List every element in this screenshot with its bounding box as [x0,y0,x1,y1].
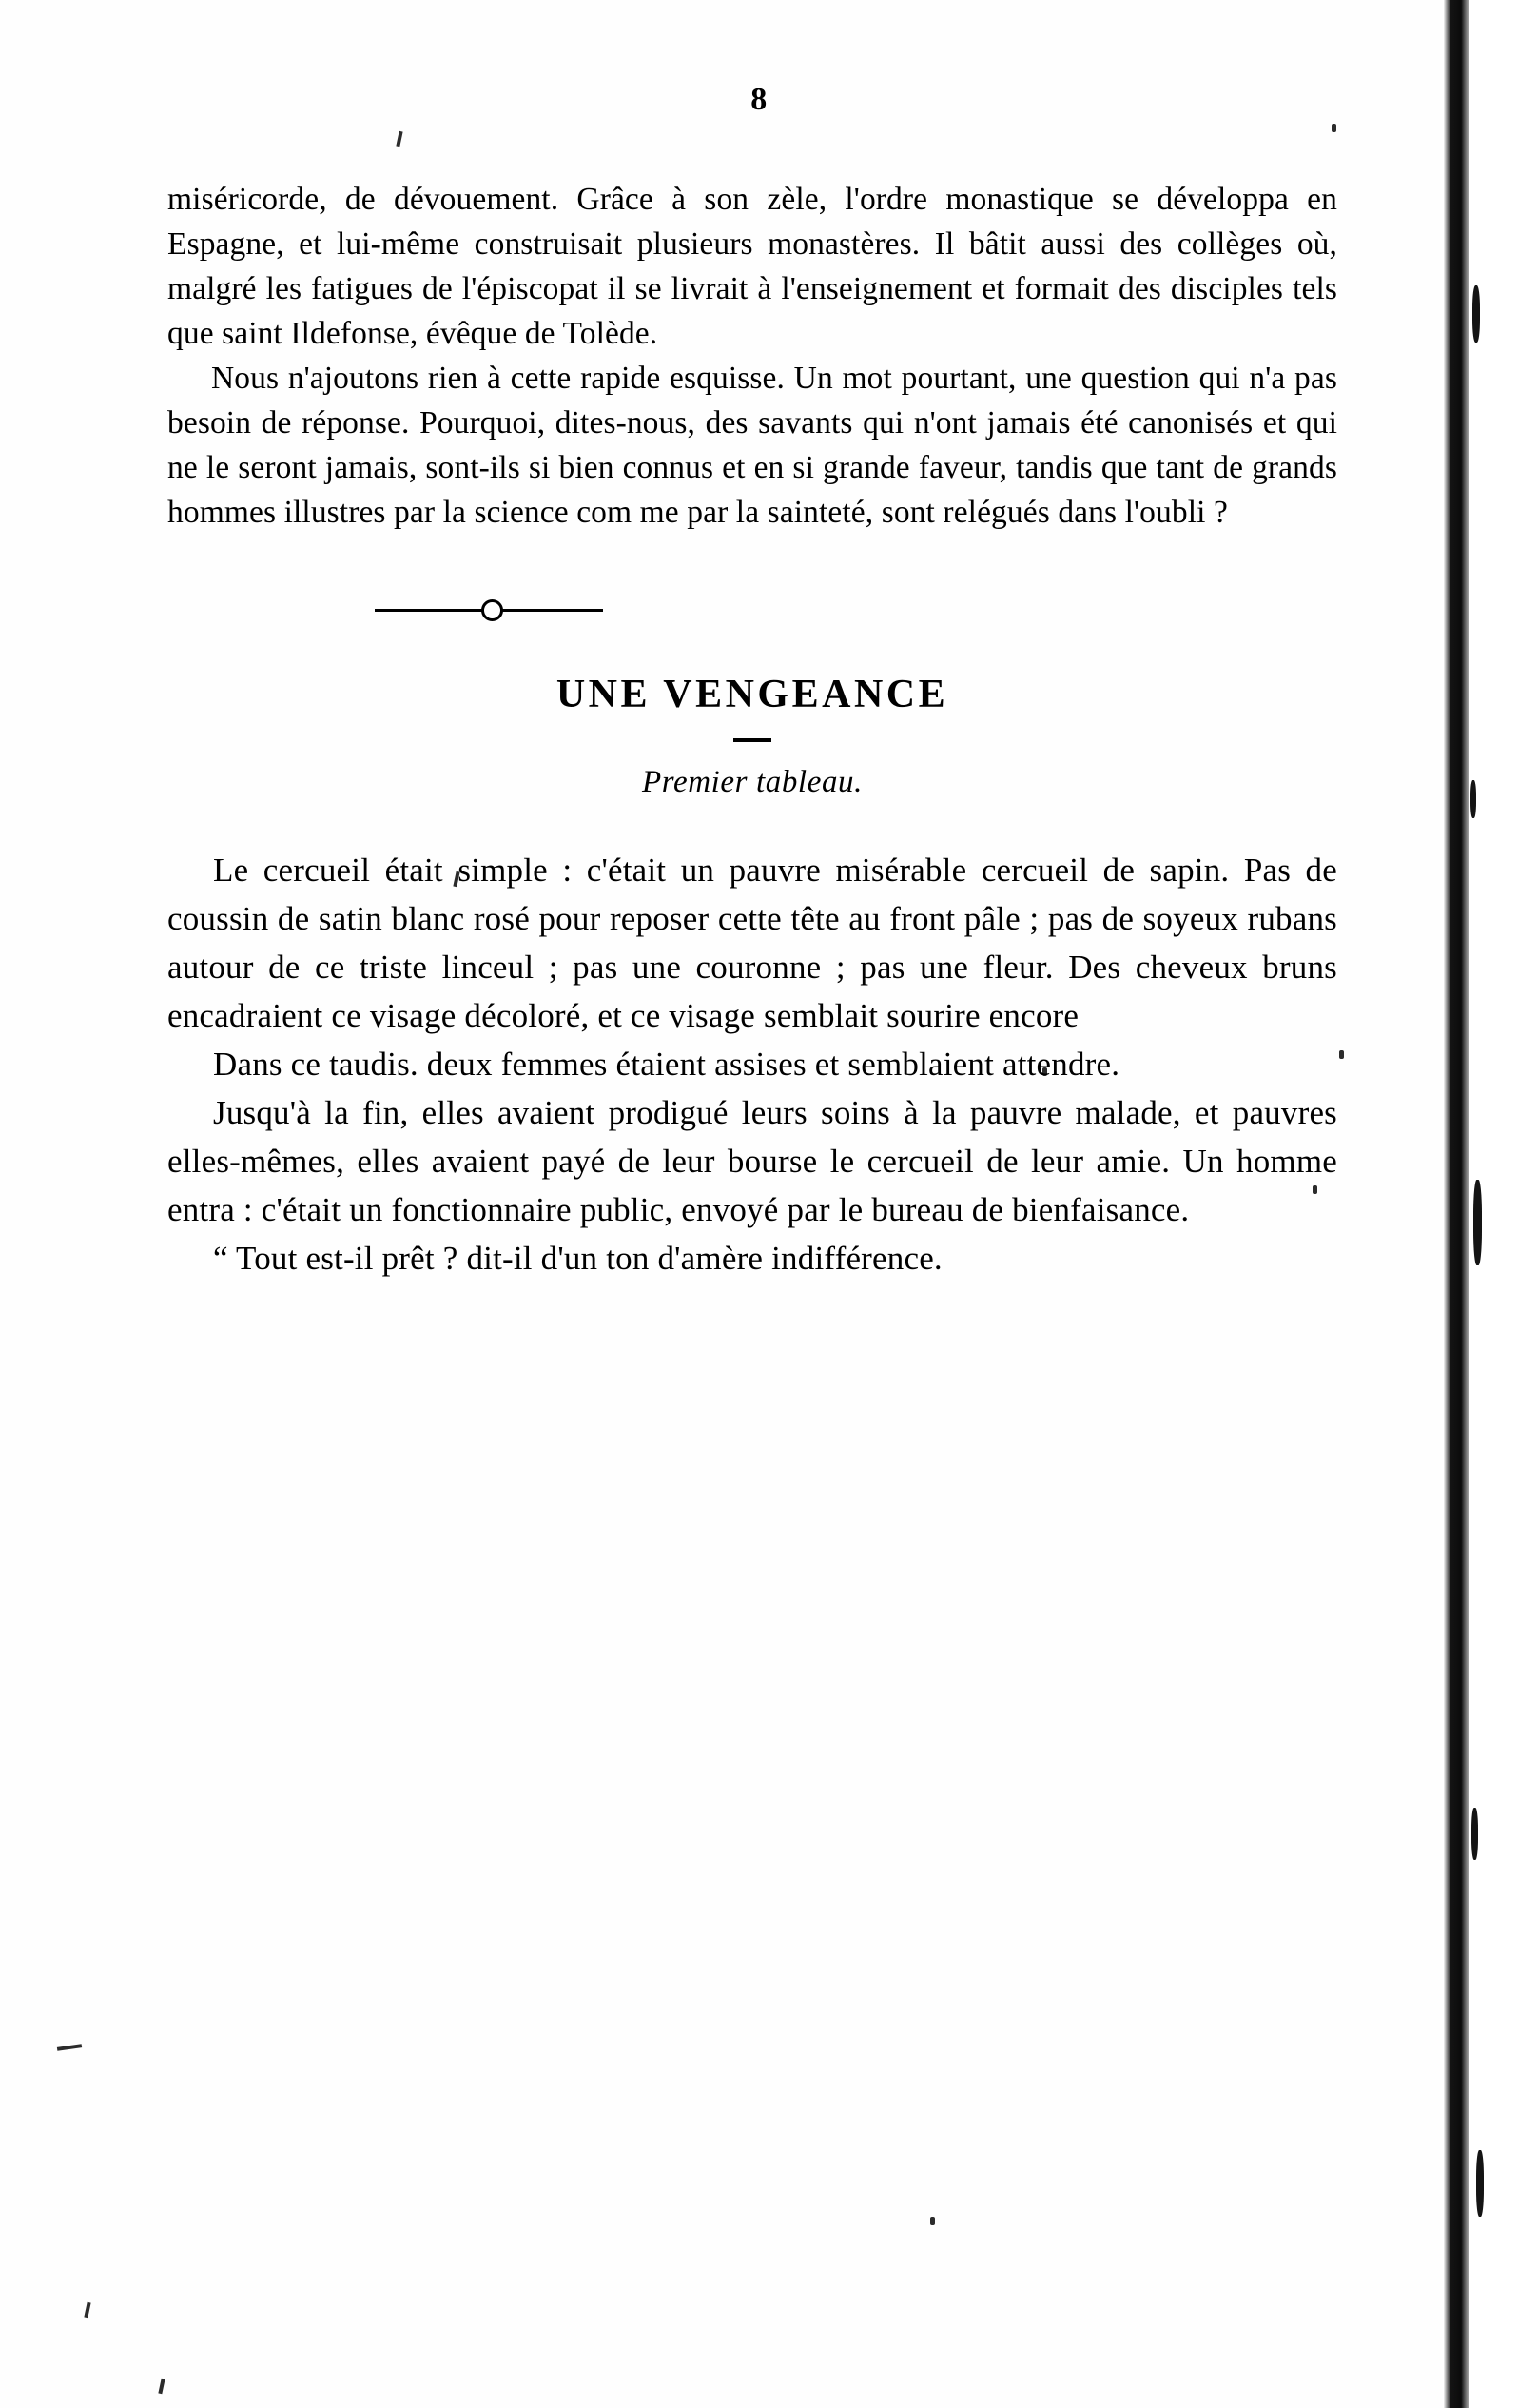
page-content [167,177,1337,1282]
scan-speck [1471,1808,1478,1860]
scan-mark [396,131,402,147]
body-block [167,846,1337,1282]
scan-mark [57,2044,82,2051]
paragraph: Dans ce taudis. deux femmes étaient assises et semblaient attendre. [213,1046,1120,1083]
scan-edge-shadow [1444,0,1469,2408]
scan-mark [930,2217,935,2225]
scan-mark [158,2379,165,2394]
scan-mark [1332,124,1336,132]
ornament-circle-icon [481,599,503,621]
paragraph: Le cercueil était simple : c'était un pauvre misérable cercueil de sapin. Pas de coussin de satin blanc rosé pour reposer cette tête au front pâle ; pas de soyeux rubans autour de ce triste linceul ; pas une couronne ; pas une fleur. Des cheveux bruns encadraient ce visage décoloré, et ce visage semblait sourire encore [167,852,1337,1034]
scan-speck [1470,780,1476,818]
section-title: UNE VENGEANCE [555,673,949,716]
scan-speck [1473,1180,1482,1265]
paragraph: Nous n'ajoutons rien à cette rapide esquisse. Un mot pourtant, une question qui n'a pas besoin de réponse. Pourquoi, dites-nous, des savants qui n'ont jamais été canonisés et qui ne le seront jamais, sont-ils si bien connus et en si grande faveur, tandis que tant de grands hommes illustres par la science com me par la sainteté, sont relégués dans l'oubli ? [167,361,1337,530]
paragraph: Jusqu'à la fin, elles avaient prodigué leurs soins à la pauvre malade, et pauvres elles-mêmes, elles avaient payé de leur bourse le cercueil de leur amie. Un homme entra : c'était un fonctionnaire public, envoyé par le bureau de bienfaisance. [167,1094,1337,1228]
scan-speck [1476,2150,1484,2217]
paragraph: “ Tout est-il prêt ? dit-il d'un ton d'amère indifférence. [213,1240,943,1277]
scan-mark [1339,1050,1344,1059]
scan-speck [1472,285,1480,343]
section-ornament [167,590,1337,628]
page-number: 8 [750,82,768,117]
scan-mark [84,2302,90,2318]
section-subtitle: Premier tableau. [642,765,863,799]
title-divider [733,738,771,742]
paragraph: miséricorde, de dévouement. Grâce à son zèle, l'ordre monastique se développa en Espagne, et lui-même construisait plusieurs monastères. Il bâtit aussi des collèges où, malgré les fatigues de l'épiscopat il se livrait à l'enseignement et formait des disciples tels que saint Ildefonse, évêque de Tolède. [167,182,1337,351]
